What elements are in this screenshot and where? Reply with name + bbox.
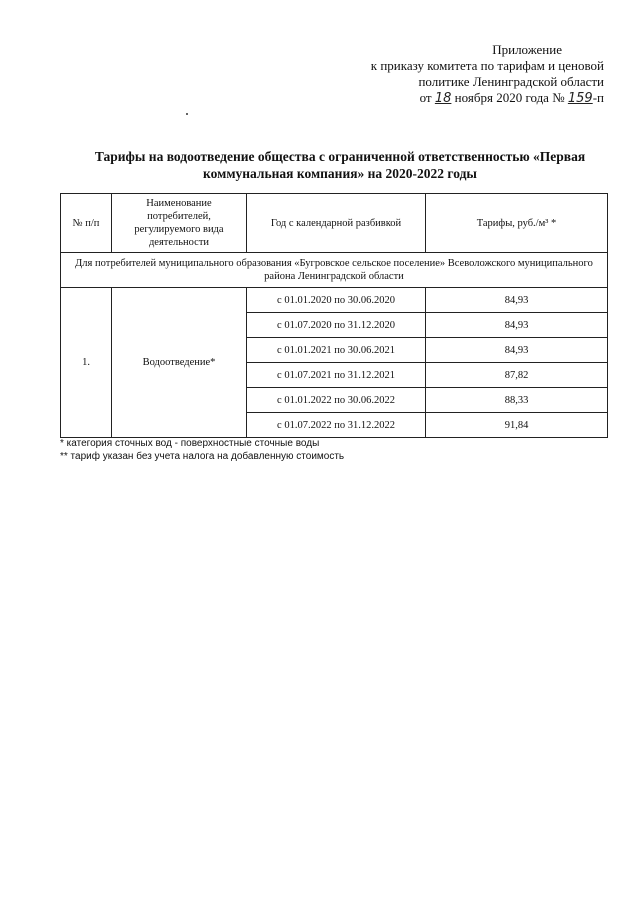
order-day: 18 bbox=[434, 91, 452, 106]
header-period: Год с календарной разбивкой bbox=[247, 194, 426, 253]
stray-dot bbox=[186, 113, 188, 115]
appendix-line: Приложение bbox=[492, 42, 562, 57]
period-cell: с 01.01.2020 по 30.06.2020 bbox=[247, 288, 426, 313]
date-suffix: -п bbox=[592, 90, 604, 105]
document-title: Тарифы на водоотведение общества с ограниченной ответственностью «Первая коммунальная компания» на 2020-2022 годы bbox=[94, 149, 586, 181]
date-prefix: от bbox=[419, 90, 432, 105]
date-mid: ноября 2020 года № bbox=[454, 90, 565, 105]
table-row bbox=[61, 288, 608, 313]
table-group-row bbox=[61, 253, 608, 288]
period-cell: с 01.07.2021 по 31.12.2021 bbox=[247, 363, 426, 388]
period-cell: с 01.07.2020 по 31.12.2020 bbox=[247, 313, 426, 338]
tariff-cell: 87,82 bbox=[426, 363, 608, 388]
tariff-table bbox=[60, 193, 608, 438]
appendix-header bbox=[304, 42, 604, 107]
footnotes bbox=[60, 437, 344, 463]
period-cell: с 01.01.2021 по 30.06.2021 bbox=[247, 338, 426, 363]
tariff-cell: 84,93 bbox=[426, 338, 608, 363]
table-header-row bbox=[61, 194, 608, 253]
period-cell: с 01.07.2022 по 31.12.2022 bbox=[247, 413, 426, 438]
service-name: Водоотведение* bbox=[112, 288, 247, 438]
header-num: № п/п bbox=[61, 194, 112, 253]
row-number: 1. bbox=[61, 288, 112, 438]
header-tariff: Тарифы, руб./м³ * bbox=[426, 194, 608, 253]
footnote: * категория сточных вод - поверхностные сточные воды bbox=[60, 438, 320, 449]
tariff-cell: 84,93 bbox=[426, 288, 608, 313]
appendix-line: политике Ленинградской области bbox=[418, 74, 604, 89]
tariff-cell: 84,93 bbox=[426, 313, 608, 338]
period-cell: с 01.01.2022 по 30.06.2022 bbox=[247, 388, 426, 413]
tariff-cell: 91,84 bbox=[426, 413, 608, 438]
appendix-line: к приказу комитета по тарифам и ценовой bbox=[370, 58, 604, 73]
tariff-cell: 88,33 bbox=[426, 388, 608, 413]
footnote: ** тариф указан без учета налога на добавленную стоимость bbox=[60, 451, 345, 462]
order-date-line bbox=[304, 90, 604, 107]
header-name: Наименование потребителей, регулируемого вида деятельности bbox=[112, 194, 247, 253]
order-number: 159 bbox=[567, 91, 593, 106]
group-label: Для потребителей муниципального образования «Бугровское сельское поселение» Всеволожского муниципального района Ленинградской области bbox=[61, 253, 608, 288]
